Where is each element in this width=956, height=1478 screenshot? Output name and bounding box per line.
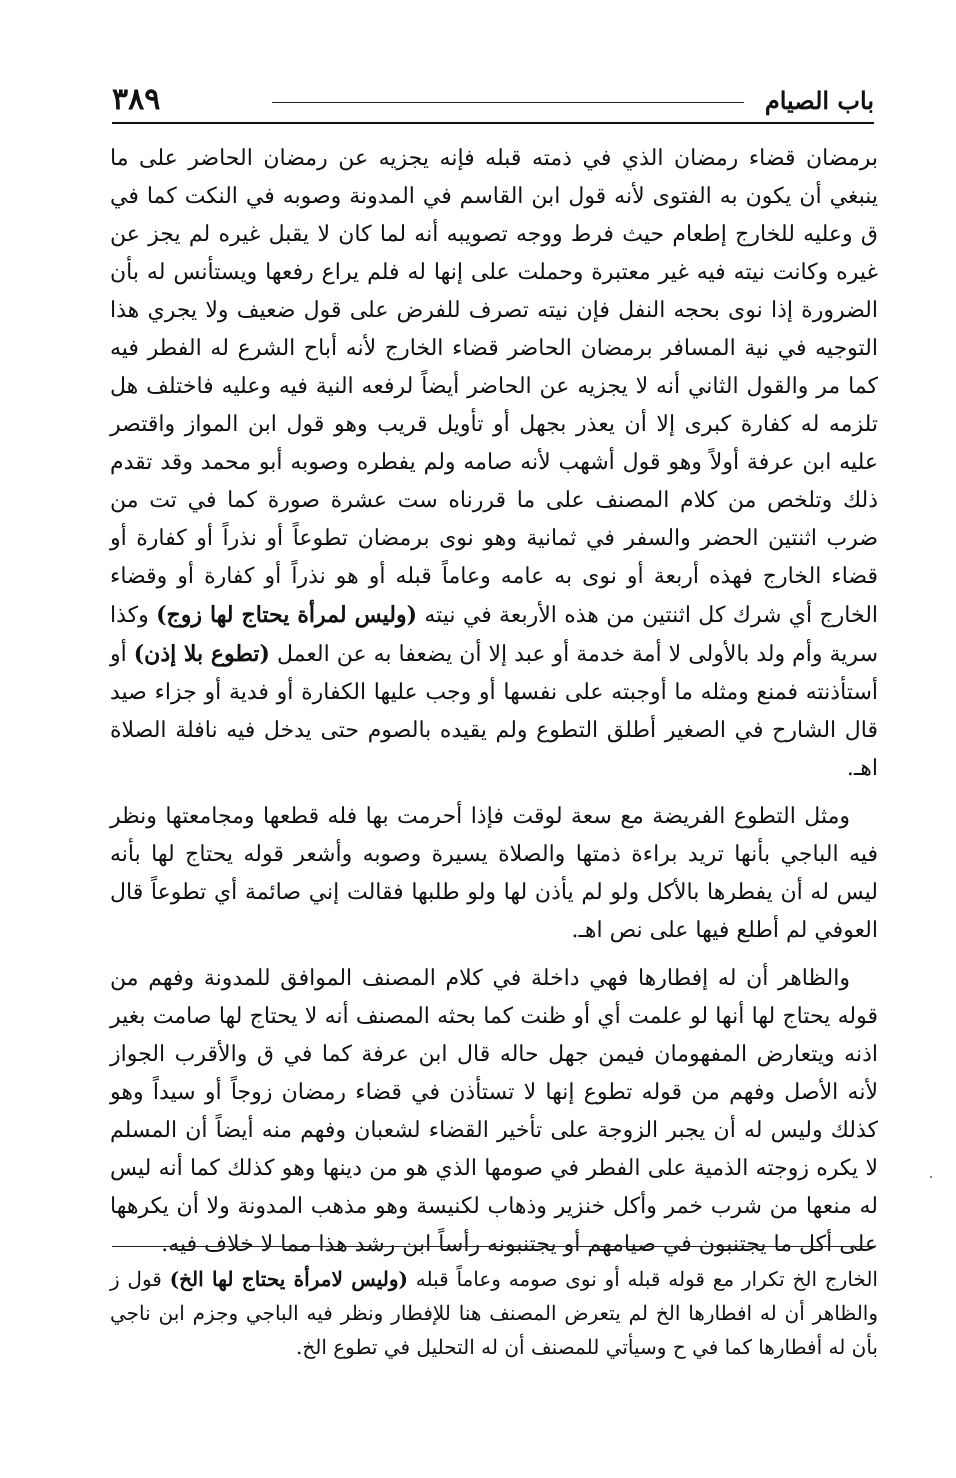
footnote-part-b: قول ز والظاهر أن له افطارها الخ لم يتعرض المصنف هنا للإفطار ونظر فيه الباجي وجزم ابن ناجي بأن له أفطارها كما في ح وسيأتي للمصنف أن له التحليل في تطوع الخ.: [110, 1267, 878, 1359]
footnote-part-a: الخارج الخ تكرار مع قوله قبله أو نوى صومه وعاماً قبله: [415, 1267, 878, 1291]
footnote-paragraph: [110, 1262, 878, 1364]
header-rule: [112, 122, 874, 124]
paragraph-3: والظاهر أن له إفطارها فهي داخلة في كلام المصنف الموافق للمدونة وفهم من قوله يحتاج لها أنها لو علمت أي أو ظنت كما بحثه المصنف أنه لا يحتاج لها صامت بغير اذنه ويتعارض المفهومان فيمن جهل حاله قال ابن عرفة كما في ق والأقرب الجواز لأنه الأصل وفهم من قوله تطوع إنها لا تستأذن في قضاء رمضان زوجاً أو سيداً وهو كذلك وليس له أن يجبر الزوجة على تأخير القضاء لشعبان وفهم منه أيضاً أن المسلم لا يكره زوجته الذمية على الفطر في صومها الذي هو من دينها وهو كذلك كما أنه ليس له منعها من شرب خمر وأكل خنزير وذهاب لكنيسة وهو مذهب المدونة ولا أن يكرهها على أكل ما يجتنبون في صيامهم أو يجتنبونه رأساً ابن رشد هذا مما لا خلاف فيه.: [110, 966, 878, 1257]
paragraph-1-part-c: أو أستأذنته فمنع ومثله ما أوجبته على نفسها أو وجب عليها الكفارة أو فدية أو جزاء صيد قال الشارح في الصغير أطلق التطوع ولم يقيده بالصوم حتى يدخل فيه نافلة الصلاة اهـ.: [110, 642, 878, 781]
paragraph-2: ومثل التطوع الفريضة مع سعة لوقت فإذا أحرمت بها فله قطعها ومجامعتها ونظر فيه الباجي بأنها تريد براءة ذمتها والصلاة يسيرة وصوبه وأشعر قوله يحتاج لها بأنه ليس له أن يفطرها بالأكل ولو لم يأذن لها ولو طلبها فقالت إني صائمة أي تطوعاً قال العوفي لم أطلع فيها على نص اهـ.: [110, 804, 878, 943]
paragraph-1: [110, 140, 878, 788]
matn-quote-1: (وليس لمرأة يحتاج لها زوج): [156, 602, 417, 628]
paragraph-1-part-b: وكذا سرية وأم ولد بالأولى لا أمة خدمة أو عبد إلا أن يضعفا به عن العمل: [110, 603, 878, 667]
footnote-rule: [112, 1246, 874, 1247]
paragraph-1-part-a: برمضان قضاء رمضان الذي في ذمته قبله فإنه يجزيه عن رمضان الحاضر على ما ينبغي أن يكون به الفتوى لأنه قول ابن القاسم في المدونة وصوبه في النكت كما في ق وعليه للخارج إطعام حيث فرط ووجه تصويبه أنه لما كان لا يقبل غيره لم يجز عن غيره وكانت نيته فيه غير معتبرة وحملت على إنها له فلم يراع رفعها ويستأنس له بأن الضرورة إذا نوى بحجه النفل فإن نيته تصرف للفرض على قول ضعيف ولا يجري هذا التوجيه في نية المسافر برمضان الحاضر قضاء الخارج لأنه أباح الشرع له الفطر فيه كما مر والقول الثاني أنه لا يجزيه عن الحاضر أيضاً لرفعه النية فيه وعليه فاختلف هل تلزمه له كفارة كبرى إلا أن يعذر بجهل أو تأويل قريب وهو قول ابن المواز واقتصر عليه ابن عرفة أولاً وهو قول أشهب لأنه صامه ولم يفطره وصوبه أبو محمد وقد تقدم ذلك وتلخص من كلام المصنف على ما قررناه ست عشرة صورة كما في تت من ضرب اثنتين الحضر والسفر في ثمانية وهو نوى برمضان تطوعاً أو نذراً أو كفارة أو قضاء الخارج فهذه أربعة أو نوى به عامه وعاماً قبله أو هو نذراً أو كفارة أو وقضاء الخارج أي شرك كل اثنتين من هذه الأربعة في نيته: [110, 146, 879, 628]
page-number: ٣٨٩: [112, 82, 161, 117]
footnote-matn-quote: (وليس لامرأة يحتاج لها الخ): [169, 1267, 408, 1291]
margin-mark: [930, 1176, 932, 1178]
footnote: [110, 1262, 878, 1364]
matn-quote-2: (تطوع بلا إذن): [133, 641, 270, 667]
main-text: [110, 140, 878, 1274]
chapter-title: باب الصيام: [764, 86, 874, 115]
running-header: [112, 78, 874, 122]
header-dash-line: [272, 102, 744, 103]
